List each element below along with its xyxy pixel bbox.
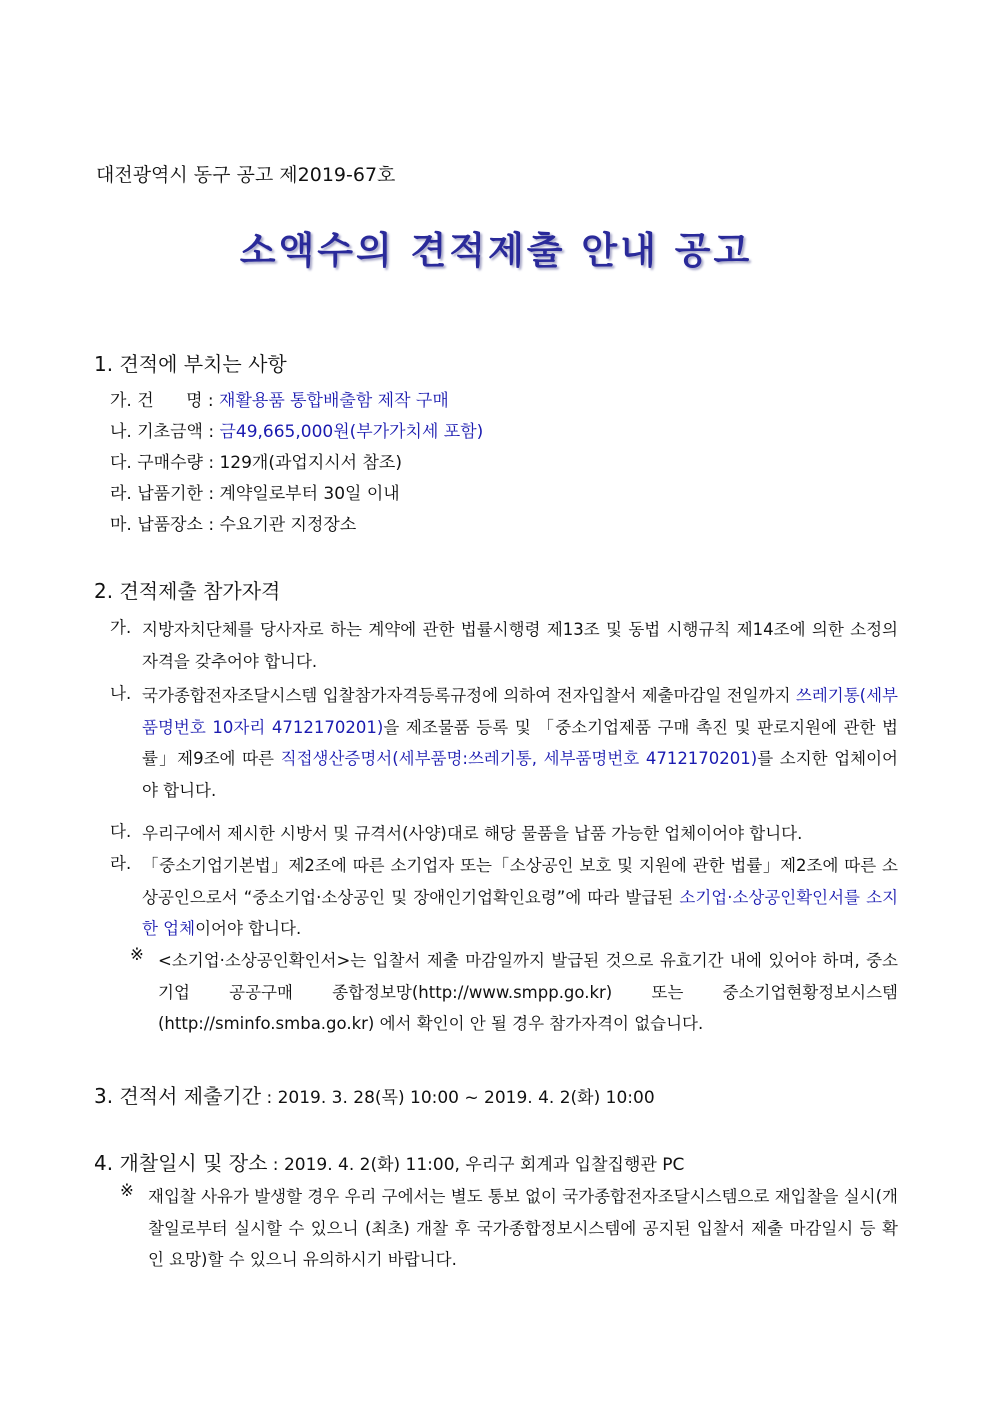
list-marker: 라. (110, 854, 132, 873)
qualification-ga (142, 614, 898, 677)
paragraph-text: 국가종합전자조달시스템 입찰참가자격등록규정에 의하여 전자입찰서 제출마감일 전일까지 (142, 686, 796, 705)
item-value: 금49,665,000원(부가가치세 포함) (219, 422, 484, 442)
section3 (94, 1080, 655, 1109)
qualification-da (142, 818, 902, 850)
rebid-note (148, 1181, 898, 1276)
highlight-text: 직접생산증명서(세부품명:쓰레기통, 세부품명번호 4712170201) (280, 749, 758, 768)
item-label: 마. 납품장소 : (110, 515, 215, 535)
item-value: 재활용품 통합배출함 제작 구매 (219, 391, 449, 411)
note-marker: ※ (130, 945, 144, 964)
item-value: 계약일로부터 30일 이내 (219, 484, 400, 504)
item-label: 라. 납품기한 : (110, 484, 215, 504)
paragraph-text: 이어야 합니다. (195, 919, 302, 938)
submission-period: : 2019. 3. 28(목) 10:00 ~ 2019. 4. 2(화) 10:00 (261, 1088, 655, 1108)
qualification-na (142, 680, 898, 806)
qualification-note (158, 945, 898, 1040)
paragraph-text: 지방자치단체를 당사자로 하는 계약에 관한 법률시행령 제13조 및 동법 시행규칙 제14조에 의한 소정의 자격을 갖추어야 합니다. (142, 620, 898, 671)
highlight-text: 쓰레기통(세부품명번호 10자리 4712170201) (142, 686, 898, 737)
item-label: 나. 기초금액 : (110, 422, 215, 442)
item-na (110, 417, 483, 442)
notice-number: 대전광역시 동구 공고 제2019-67호 (96, 164, 396, 186)
item-ga (110, 386, 449, 411)
paragraph-text: <소기업·소상공인확인서>는 입찰서 제출 마감일까지 발급된 것으로 유효기간 내에 있어야 하며, 중소기업 공공구매 종합정보망(http://www.smpp.go.kr) 또는 중소기업현황정보시스템(http://sminfo.smba.go.kr) 에서 확인이 안 될 경우 참가자격이 없습니다. (158, 951, 898, 1033)
qualification-ra (142, 850, 898, 945)
list-marker: 다. (110, 822, 132, 841)
section1-heading: 1. 견적에 부치는 사항 (94, 352, 287, 376)
item-value: 수요기관 지정장소 (219, 515, 357, 535)
page-title: 소액수의 견적제출 안내 공고 (239, 229, 753, 272)
item-ma (110, 510, 356, 535)
list-marker: 나. (110, 684, 132, 703)
highlight-text: 소기업·소상공인확인서를 소지한 업체 (142, 887, 899, 938)
section4 (94, 1147, 684, 1176)
item-label: 가. 건 명 : (110, 391, 214, 411)
paragraph-text: 우리구에서 제시한 시방서 및 규격서(사양)대로 해당 물품을 납품 가능한 업체이어야 합니다. (142, 824, 803, 843)
paragraph-text: 을 제조물품 등록 및 「중소기업제품 구매 촉진 및 판로지원에 관한 법률」제9조에 따른 (142, 717, 898, 768)
item-label: 다. 구매수량 : (110, 453, 215, 473)
item-ra (110, 479, 400, 504)
note-marker: ※ (120, 1181, 134, 1200)
opening-datetime: : 2019. 4. 2(화) 11:00, 우리구 회계과 입찰집행관 PC (267, 1155, 685, 1175)
section2-heading: 2. 견적제출 참가자격 (94, 579, 281, 603)
list-marker: 가. (110, 618, 132, 637)
paragraph-text: 재입찰 사유가 발생할 경우 우리 구에서는 별도 통보 없이 국가종합전자조달시스템으로 재입찰을 실시(개찰일로부터 실시할 수 있으니 (최초) 개찰 후 국가종합정보시스템에 공지된 입찰서 제출 마감일시 등 확인 요망)할 수 있으니 유의하시기 바랍니다. (148, 1187, 898, 1269)
paragraph-text: 를 소지한 업체이어야 합니다. (142, 749, 898, 800)
section4-heading: 4. 개찰일시 및 장소 (94, 1151, 268, 1175)
item-value: 129개(과업지시서 참조) (219, 453, 402, 473)
item-da (110, 448, 402, 473)
paragraph-text: 「중소기업기본법」제2조에 따른 소기업자 또는「소상공인 보호 및 지원에 관한 법률」제2조에 따른 소상공인으로서 “중소기업·소상공인 및 장애인기업확인요령”에 따라 발급된 (142, 856, 898, 907)
section3-heading: 3. 견적서 제출기간 (94, 1084, 262, 1108)
